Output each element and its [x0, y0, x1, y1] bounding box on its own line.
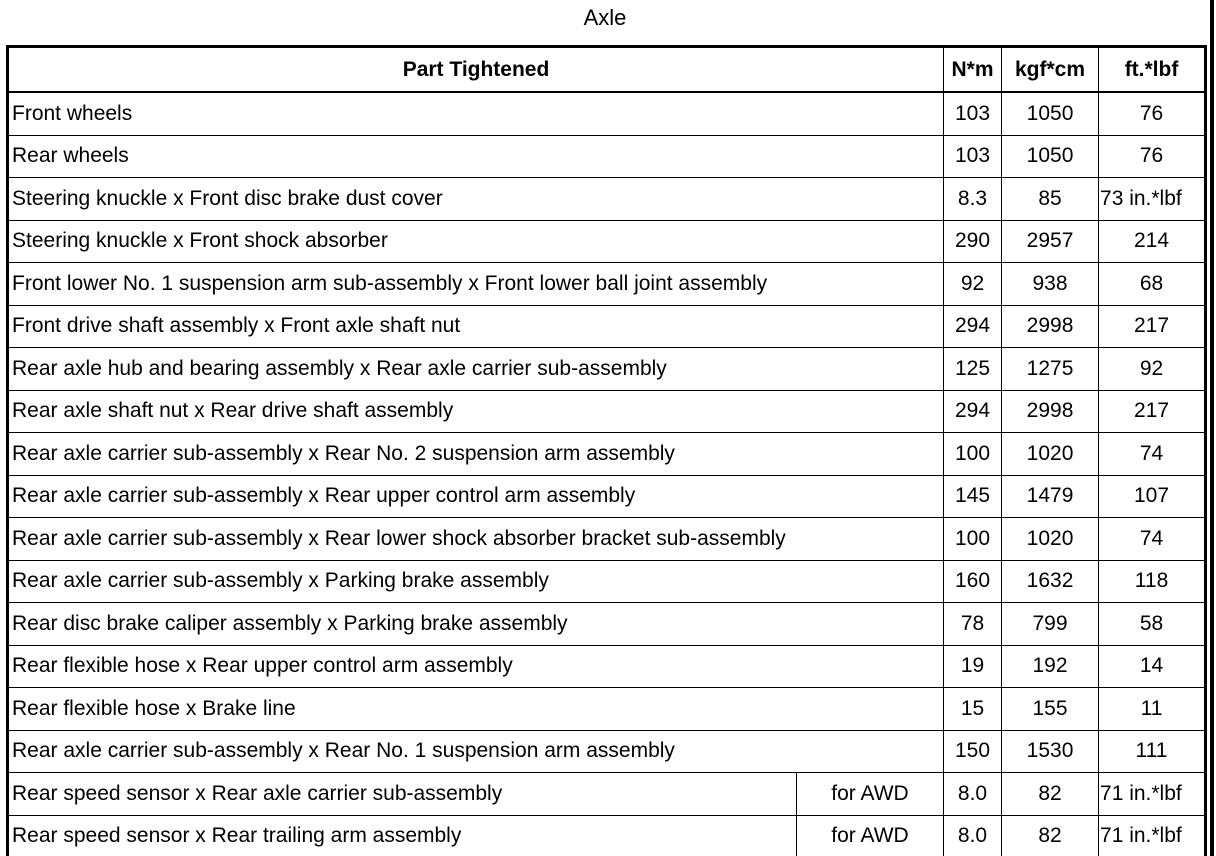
part-cell: Rear speed sensor x Rear axle carrier sub-assembly	[8, 773, 797, 816]
table-row	[8, 220, 1206, 263]
kgf-cm-cell: 1020	[1002, 518, 1099, 561]
table-row	[8, 518, 1206, 561]
table-row	[8, 730, 1206, 773]
ft-lbf-cell: 73 in.*lbf	[1099, 178, 1206, 221]
kgf-cm-cell: 1050	[1002, 92, 1099, 135]
table-row	[8, 92, 1206, 135]
kgf-cm-cell: 155	[1002, 688, 1099, 731]
nm-cell: 15	[944, 688, 1002, 731]
ft-lbf-cell: 74	[1099, 518, 1206, 561]
part-cell: Steering knuckle x Front disc brake dust cover	[8, 178, 944, 221]
header-ft-lbf: ft.*lbf	[1099, 47, 1206, 93]
nm-cell: 103	[944, 135, 1002, 178]
ft-lbf-cell: 11	[1099, 688, 1206, 731]
kgf-cm-cell: 1020	[1002, 433, 1099, 476]
part-cell: Rear axle shaft nut x Rear drive shaft assembly	[8, 390, 944, 433]
table-row	[8, 135, 1206, 178]
torque-table	[6, 45, 1207, 856]
kgf-cm-cell: 82	[1002, 773, 1099, 816]
part-cell: Front wheels	[8, 92, 944, 135]
ft-lbf-cell: 74	[1099, 433, 1206, 476]
header-part-tightened: Part Tightened	[8, 47, 944, 93]
table-row	[8, 603, 1206, 646]
part-cell: Steering knuckle x Front shock absorber	[8, 220, 944, 263]
kgf-cm-cell: 799	[1002, 603, 1099, 646]
kgf-cm-cell: 192	[1002, 645, 1099, 688]
table-row	[8, 815, 1206, 856]
nm-cell: 160	[944, 560, 1002, 603]
ft-lbf-cell: 107	[1099, 475, 1206, 518]
table-row	[8, 348, 1206, 391]
ft-lbf-cell: 71 in.*lbf	[1099, 773, 1206, 816]
kgf-cm-cell: 2957	[1002, 220, 1099, 263]
ft-lbf-cell: 14	[1099, 645, 1206, 688]
table-row	[8, 433, 1206, 476]
page-title: Axle	[583, 5, 627, 30]
table-row	[8, 560, 1206, 603]
table-row	[8, 475, 1206, 518]
page-edge-rule	[1210, 0, 1214, 856]
nm-cell: 150	[944, 730, 1002, 773]
kgf-cm-cell: 1050	[1002, 135, 1099, 178]
table-row	[8, 688, 1206, 731]
ft-lbf-cell: 217	[1099, 305, 1206, 348]
ft-lbf-cell: 68	[1099, 263, 1206, 306]
part-cell: Rear axle hub and bearing assembly x Rear axle carrier sub-assembly	[8, 348, 944, 391]
table-row	[8, 773, 1206, 816]
table-header-row	[8, 47, 1206, 93]
note-cell: for AWD	[797, 773, 944, 816]
kgf-cm-cell: 82	[1002, 815, 1099, 856]
nm-cell: 294	[944, 305, 1002, 348]
part-cell: Rear wheels	[8, 135, 944, 178]
header-nm: N*m	[944, 47, 1002, 93]
part-cell: Rear axle carrier sub-assembly x Parking brake assembly	[8, 560, 944, 603]
kgf-cm-cell: 1632	[1002, 560, 1099, 603]
table-row	[8, 305, 1206, 348]
kgf-cm-cell: 1530	[1002, 730, 1099, 773]
part-cell: Rear axle carrier sub-assembly x Rear No. 1 suspension arm assembly	[8, 730, 944, 773]
nm-cell: 100	[944, 518, 1002, 561]
ft-lbf-cell: 76	[1099, 135, 1206, 178]
ft-lbf-cell: 92	[1099, 348, 1206, 391]
part-cell: Rear flexible hose x Brake line	[8, 688, 944, 731]
kgf-cm-cell: 1275	[1002, 348, 1099, 391]
nm-cell: 78	[944, 603, 1002, 646]
part-cell: Rear axle carrier sub-assembly x Rear lower shock absorber bracket sub-assembly	[8, 518, 944, 561]
part-cell: Rear disc brake caliper assembly x Parking brake assembly	[8, 603, 944, 646]
nm-cell: 8.3	[944, 178, 1002, 221]
table-row	[8, 263, 1206, 306]
kgf-cm-cell: 2998	[1002, 390, 1099, 433]
kgf-cm-cell: 1479	[1002, 475, 1099, 518]
nm-cell: 103	[944, 92, 1002, 135]
table-row	[8, 390, 1206, 433]
ft-lbf-cell: 71 in.*lbf	[1099, 815, 1206, 856]
note-cell: for AWD	[797, 815, 944, 856]
kgf-cm-cell: 85	[1002, 178, 1099, 221]
ft-lbf-cell: 118	[1099, 560, 1206, 603]
nm-cell: 145	[944, 475, 1002, 518]
nm-cell: 294	[944, 390, 1002, 433]
part-cell: Rear axle carrier sub-assembly x Rear No. 2 suspension arm assembly	[8, 433, 944, 476]
nm-cell: 125	[944, 348, 1002, 391]
nm-cell: 92	[944, 263, 1002, 306]
part-cell: Front drive shaft assembly x Front axle shaft nut	[8, 305, 944, 348]
table-row	[8, 178, 1206, 221]
nm-cell: 8.0	[944, 773, 1002, 816]
nm-cell: 19	[944, 645, 1002, 688]
nm-cell: 100	[944, 433, 1002, 476]
table-row	[8, 645, 1206, 688]
part-cell: Front lower No. 1 suspension arm sub-assembly x Front lower ball joint assembly	[8, 263, 944, 306]
part-cell: Rear axle carrier sub-assembly x Rear upper control arm assembly	[8, 475, 944, 518]
ft-lbf-cell: 111	[1099, 730, 1206, 773]
nm-cell: 8.0	[944, 815, 1002, 856]
ft-lbf-cell: 76	[1099, 92, 1206, 135]
ft-lbf-cell: 58	[1099, 603, 1206, 646]
header-kgf-cm: kgf*cm	[1002, 47, 1099, 93]
ft-lbf-cell: 214	[1099, 220, 1206, 263]
kgf-cm-cell: 2998	[1002, 305, 1099, 348]
part-cell: Rear speed sensor x Rear trailing arm assembly	[8, 815, 797, 856]
nm-cell: 290	[944, 220, 1002, 263]
part-cell: Rear flexible hose x Rear upper control arm assembly	[8, 645, 944, 688]
ft-lbf-cell: 217	[1099, 390, 1206, 433]
kgf-cm-cell: 938	[1002, 263, 1099, 306]
